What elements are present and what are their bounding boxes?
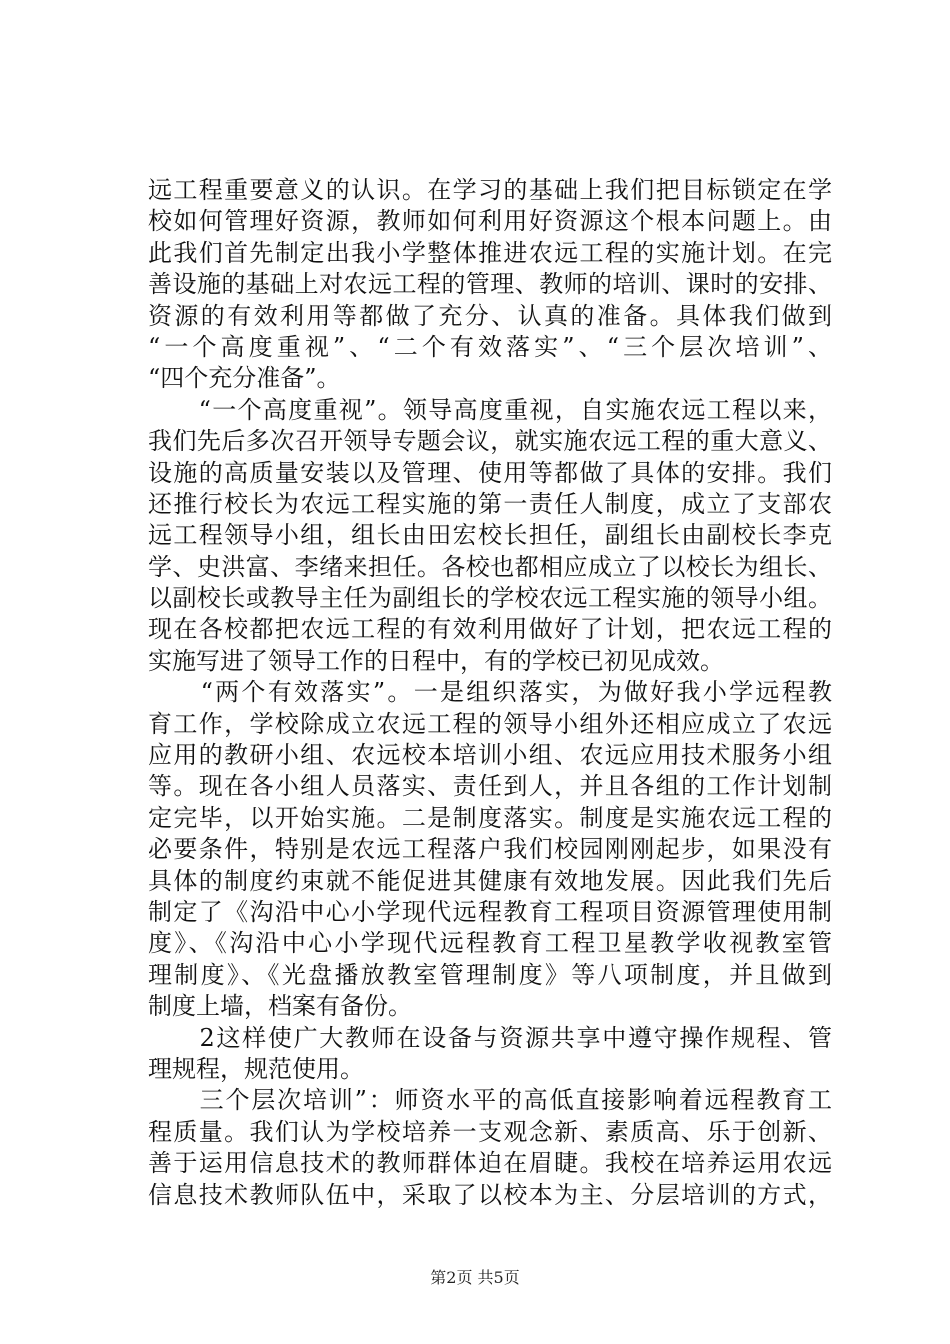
text-line: 设施的高质量安装以及管理、使用等都做了具体的安排。我们 [148, 458, 832, 487]
text-line: 理制度》、《光盘播放教室管理制度》等八项制度，并且做到 [148, 960, 832, 989]
text-line: 等。现在各小组人员落实、责任到人，并且各组的工作计划制 [148, 772, 832, 801]
text-line: 定完毕，以开始实施。二是制度落实。制度是实施农远工程的 [148, 803, 832, 832]
text-line: “一个高度重视”、“二个有效落实”、“三个层次培训”、 [148, 332, 832, 361]
text-line: 育工作，学校除成立农远工程的领导小组外还相应成立了农远 [148, 709, 832, 738]
text-line: 制定了《沟沿中心小学现代远程教育工程项目资源管理使用制 [148, 897, 832, 926]
text-line: 善设施的基础上对农远工程的管理、教师的培训、课时的安排、 [148, 270, 832, 299]
document-body [148, 175, 832, 1211]
text-line: 还推行校长为农远工程实施的第一责任人制度，成立了支部农 [148, 489, 832, 518]
text-line: “两个有效落实”。一是组织落实，为做好我小学远程教 [148, 678, 832, 707]
text-line: 具体的制度约束就不能促进其健康有效地发展。因此我们先后 [148, 866, 832, 895]
text-line: 此我们首先制定出我小学整体推进农远工程的实施计划。在完 [148, 238, 832, 267]
text-line: 必要条件，特别是农远工程落户我们校园刚刚起步，如果没有 [148, 835, 832, 864]
text-line: 善于运用信息技术的教师群体迫在眉睫。我校在培养运用农远 [148, 1149, 832, 1178]
text-line: 理规程，规范使用。 [148, 1054, 364, 1083]
text-line: 2这样使广大教师在设备与资源共享中遵守操作规程、管 [148, 1023, 832, 1052]
text-line: 我们先后多次召开领导专题会议，就实施农远工程的重大意义、 [148, 427, 832, 456]
text-line: 以副校长或教导主任为副组长的学校农远工程实施的领导小组。 [148, 584, 832, 613]
text-line: 三个层次培训”：师资水平的高低直接影响着远程教育工 [148, 1086, 832, 1115]
text-line: 应用的教研小组、农远校本培训小组、农远应用技术服务小组 [148, 741, 832, 770]
text-line: 资源的有效利用等都做了充分、认真的准备。具体我们做到 [148, 301, 832, 330]
text-line: “四个充分准备”。 [148, 364, 341, 393]
text-line: 制度上墙，档案有备份。 [148, 992, 412, 1021]
text-line: 度》、《沟沿中心小学现代远程教育工程卫星教学收视教室管 [148, 929, 832, 958]
page-footer: 第2页 共5页 [430, 1268, 520, 1287]
text-line: “一个高度重视”。领导高度重视，自实施农远工程以来， [148, 395, 832, 424]
text-line: 远工程重要意义的认识。在学习的基础上我们把目标锁定在学 [148, 176, 832, 204]
text-line: 校如何管理好资源，教师如何利用好资源这个根本问题上。由 [148, 207, 832, 236]
text-line: 远工程领导小组，组长由田宏校长担任，副组长由副校长李克 [148, 521, 832, 550]
text-line: 信息技术教师队伍中，采取了以校本为主、分层培训的方式， [148, 1180, 832, 1209]
text-line: 学、史洪富、李绪来担任。各校也都相应成立了以校长为组长、 [148, 552, 832, 581]
text-line: 程质量。我们认为学校培养一支观念新、素质高、乐于创新、 [148, 1117, 832, 1146]
text-line: 实施写进了领导工作的日程中，有的学校已初见成效。 [148, 646, 724, 675]
text-line: 现在各校都把农远工程的有效利用做好了计划，把农远工程的 [148, 615, 832, 644]
